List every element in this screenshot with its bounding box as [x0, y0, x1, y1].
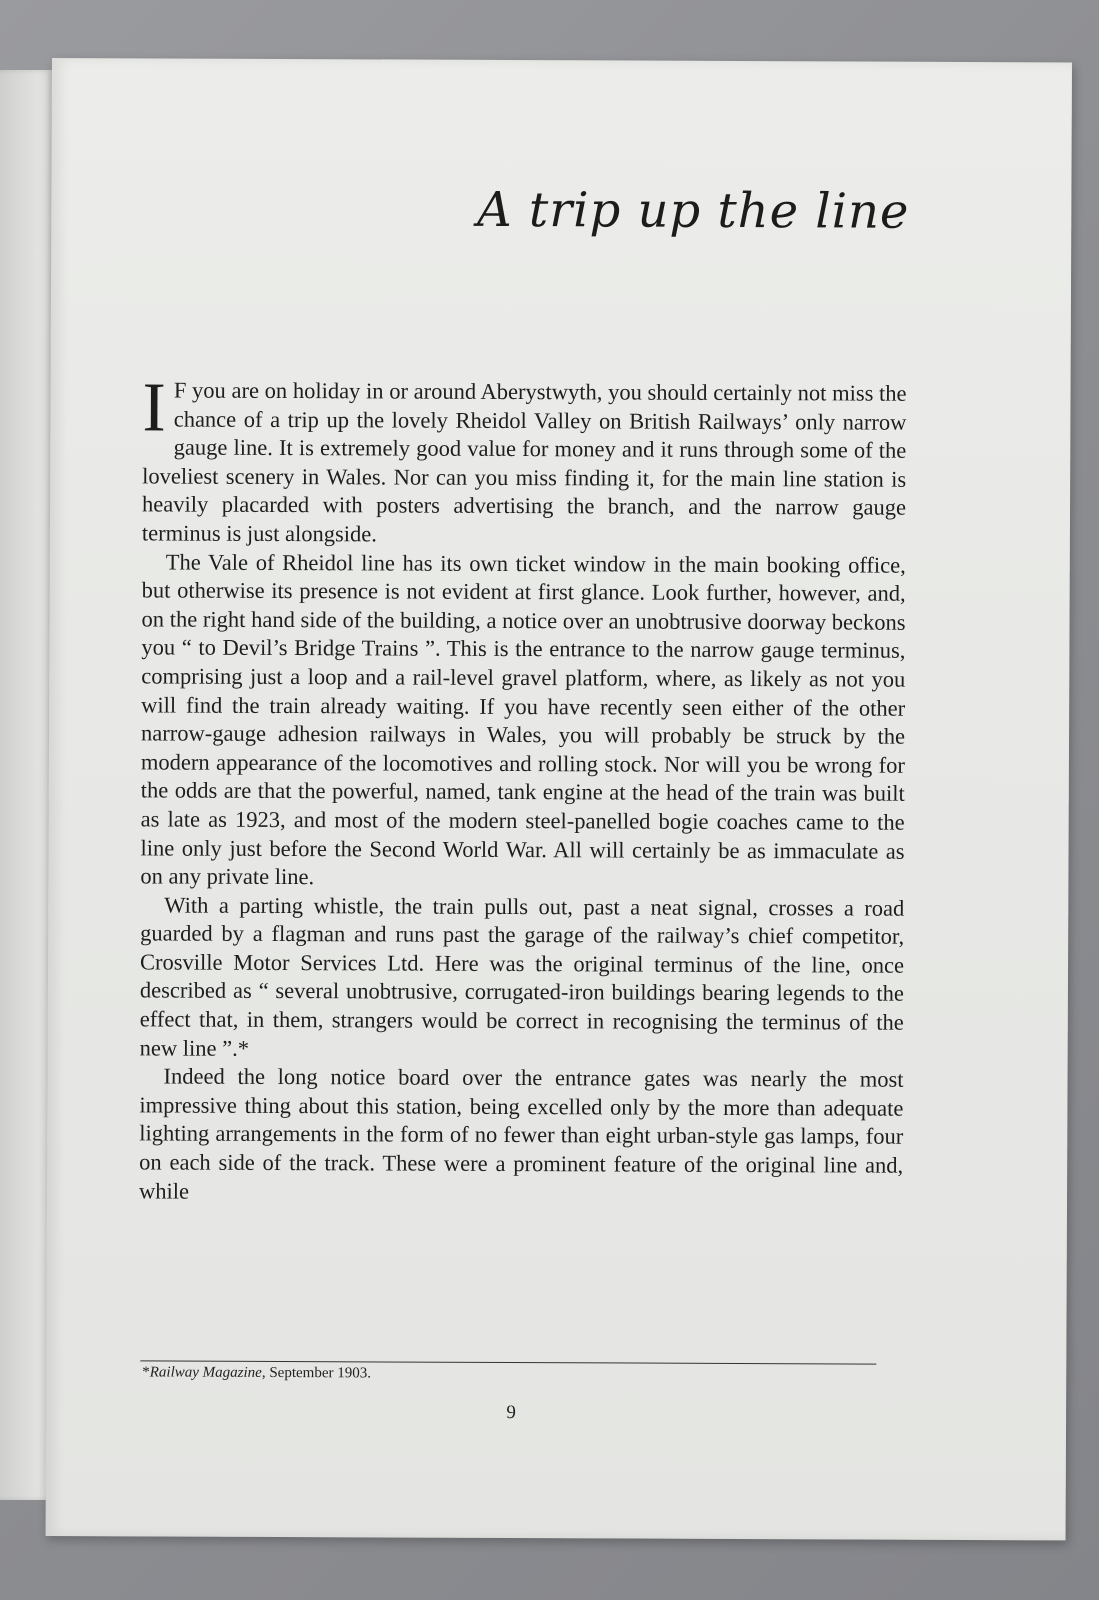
paragraph-3: With a parting whistle, the train pulls out, past a neat signal, crosses a road guarded by a flagman and runs past the garage of the railway’s chief competitor, Crosville Motor Services Ltd. Here was the original terminus of the line, once described as “ several unobtrusive, corrugated-iron buildings bearing legends to the effect that, in them, strangers would be correct in recognising the terminus of the new line ”.* — [139, 892, 905, 1061]
footnote-date: , September 1903. — [261, 1364, 372, 1382]
paragraph-1-text: F you are on holiday in or around Aberystwyth, you should certainly not miss the chance of a trip up the lovely Rheidol Valley on British Railways’ only narrow gauge line. It is extremely good value for money and it runs through some of the loveliest scenery in Wales. Nor can you miss finding it, for the main line station is heavily placarded with posters advertising the branch, and the narrow gauge terminus is just alongside. — [141, 377, 907, 547]
body-text — [139, 369, 907, 1209]
page-title: A trip up the line — [476, 181, 910, 240]
page-number: 9 — [506, 1401, 516, 1424]
paragraph-2: The Vale of Rheidol line has its own ticket window in the main booking office, but otherwise its presence is not evident at first glance. Look further, however, and, on the right hand side of the building, a notice over an unobtrusive doorway beckons you “ to Devil’s Bridge Trains ”. This is the entrance to the narrow gauge terminus, comprising just a loop and a rail-level gravel platform, where, as likely as not you will find the train already waiting. If you have recently seen either of the other narrow-gauge adhesion railways in Wales, you will probably be struck by the modern appearance of the locomotives and rolling stock. Nor will you be wrong for the odds are that the powerful, named, tank engine at the head of the train was built as late as 1923, and most of the modern steel-panelled bogie coaches came to the line only just before the Second World War. All will certainly be as immaculate as on any private line. — [140, 549, 906, 890]
footnote-source: Railway Magazine — [149, 1364, 262, 1381]
paragraph-1 — [141, 369, 907, 551]
paragraph-4: Indeed the long notice board over the entrance gates was nearly the most impressive thing about this station, being excelled only by the more than adequate lighting arrangements in the form of no fewer than eight urban-style gas lamps, four on each side of the track. These were a prominent feature of the original line and, while — [139, 1063, 904, 1204]
footnote — [142, 1364, 878, 1384]
drop-cap: I — [142, 369, 166, 447]
book-page — [46, 58, 1072, 1540]
footnote-marker: * — [142, 1364, 150, 1381]
